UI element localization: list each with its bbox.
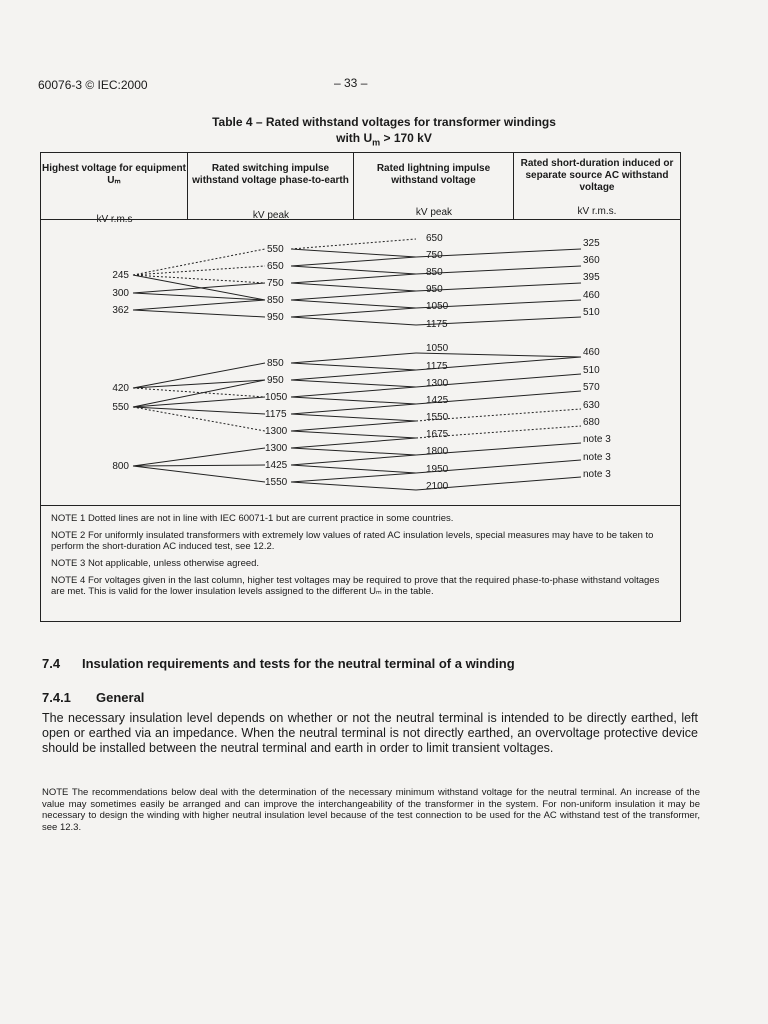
section-number: 7.4 <box>42 656 61 671</box>
title-with: with U <box>336 131 373 145</box>
ac-value: 360 <box>583 255 600 266</box>
li-value: 2100 <box>426 481 449 492</box>
um-value: 550 <box>112 402 129 413</box>
table-note-4: NOTE 4 For voltages given in the last column, higher test voltages may be required to prove that the required phase-to-phase withstand voltages are met. This is valid for the lower insulation levels assigned to the different Uₘ in the table. <box>51 575 660 597</box>
voltage-table <box>40 152 681 622</box>
col-unit-li: kV peak <box>415 207 453 218</box>
si-value: 850 <box>267 295 284 306</box>
li-value: 1175 <box>426 361 448 372</box>
document-id: 60076-3 © IEC:2000 <box>38 78 148 92</box>
table-title-line2 <box>0 130 768 150</box>
col-unit-si: kV peak <box>252 210 290 221</box>
body-note: NOTE The recommendations below deal with the determination of the necessary minimum withstand voltage for the neutral terminal. An increase of the value may sometimes easily be arranged and can improve the interchangeability of the transformer in the system. For non-uniform insulation it may be necessary to design the winding with higher neutral insulation level because of the test connection to be used for the AC withstand test of the transformer, see 12.3. <box>42 787 700 833</box>
ac-value: note 3 <box>583 469 611 480</box>
title-sub: m <box>372 137 381 148</box>
li-value: 1050 <box>426 301 449 312</box>
col-head-li: Rated lightning impulse withstand voltage <box>354 153 514 219</box>
um-value: 245 <box>112 270 129 281</box>
ac-value: 680 <box>583 417 600 428</box>
um-value: 800 <box>112 461 129 472</box>
table-title-line1: Table 4 – Rated withstand voltages for transformer windings <box>212 115 556 129</box>
si-value: 850 <box>267 358 284 369</box>
li-value: 1800 <box>426 446 449 457</box>
si-value: 550 <box>267 244 284 255</box>
si-value: 650 <box>267 261 284 272</box>
si-value: 750 <box>267 278 284 289</box>
body-paragraph: The necessary insulation level depends on whether or not the neutral terminal is intended to be directly earthed, left open or earthed via an impedance. When the neutral terminal is not directly earthed, an overvoltage protective device should be installed between the neutral terminal and earth in order to limit transient voltages. <box>42 711 698 755</box>
li-value: 950 <box>426 284 443 295</box>
col-head-ac: Rated short-duration induced or separate source AC withstand voltage <box>520 158 674 193</box>
si-value: 1550 <box>265 477 288 488</box>
subsection-heading <box>42 690 144 705</box>
section-heading <box>42 656 515 671</box>
li-value: 750 <box>426 250 443 261</box>
li-value: 1950 <box>426 464 449 475</box>
page-number: – 33 – <box>334 76 368 90</box>
si-value: 1050 <box>265 392 288 403</box>
um-value: 300 <box>112 288 129 299</box>
ac-value: 630 <box>583 400 600 411</box>
ac-value: 395 <box>583 272 600 283</box>
ac-value: note 3 <box>583 434 611 445</box>
header-divider <box>41 219 680 220</box>
li-value: 1550 <box>426 412 449 423</box>
li-value: 1050 <box>426 343 449 354</box>
table-note-3: NOTE 3 Not applicable, unless otherwise agreed. <box>51 558 260 569</box>
col-head-um: Highest voltage for equipment Uₘ <box>41 153 188 219</box>
col-unit-ac: kV r.m.s. <box>577 206 617 217</box>
si-value: 950 <box>267 312 284 323</box>
ac-value: 510 <box>583 307 600 318</box>
um-value: 420 <box>112 383 129 394</box>
si-value: 950 <box>267 375 284 386</box>
li-value: 1300 <box>426 378 449 389</box>
si-value: 1425 <box>265 460 288 471</box>
li-value: 1175 <box>426 319 448 330</box>
ac-value: 510 <box>583 365 600 376</box>
li-value: 850 <box>426 267 443 278</box>
subsection-title: General <box>96 690 145 705</box>
voltage-diagram <box>41 223 680 513</box>
si-value: 1300 <box>265 426 288 437</box>
um-value: 362 <box>112 305 129 316</box>
li-value: 650 <box>426 233 443 244</box>
table-title <box>0 114 768 150</box>
subsection-number: 7.4.1 <box>42 690 71 705</box>
title-rest: > 170 kV <box>380 131 432 145</box>
ac-value: 325 <box>583 238 600 249</box>
si-value: 1175 <box>265 409 287 420</box>
section-title: Insulation requirements and tests for the neutral terminal of a winding <box>82 656 515 671</box>
table-note-2: NOTE 2 For uniformly insulated transformers with extremely low values of rated AC insulation levels, special measures may have to be taken to perform the short-duration AC induced test, see 12.2. <box>51 530 654 552</box>
li-value: 1675 <box>426 429 449 440</box>
ac-value: 460 <box>583 290 600 301</box>
col-head-si: Rated switching impulse withstand voltage phase-to-earth <box>188 153 354 219</box>
si-value: 1300 <box>265 443 288 454</box>
ac-value: 570 <box>583 382 600 393</box>
table-note-1: NOTE 1 Dotted lines are not in line with IEC 60071-1 but are current practice in some countries. <box>51 513 454 524</box>
ac-value: note 3 <box>583 452 611 463</box>
col-unit-um: kV r.m.s <box>96 214 133 225</box>
ac-value: 460 <box>583 347 600 358</box>
li-value: 1425 <box>426 395 449 406</box>
